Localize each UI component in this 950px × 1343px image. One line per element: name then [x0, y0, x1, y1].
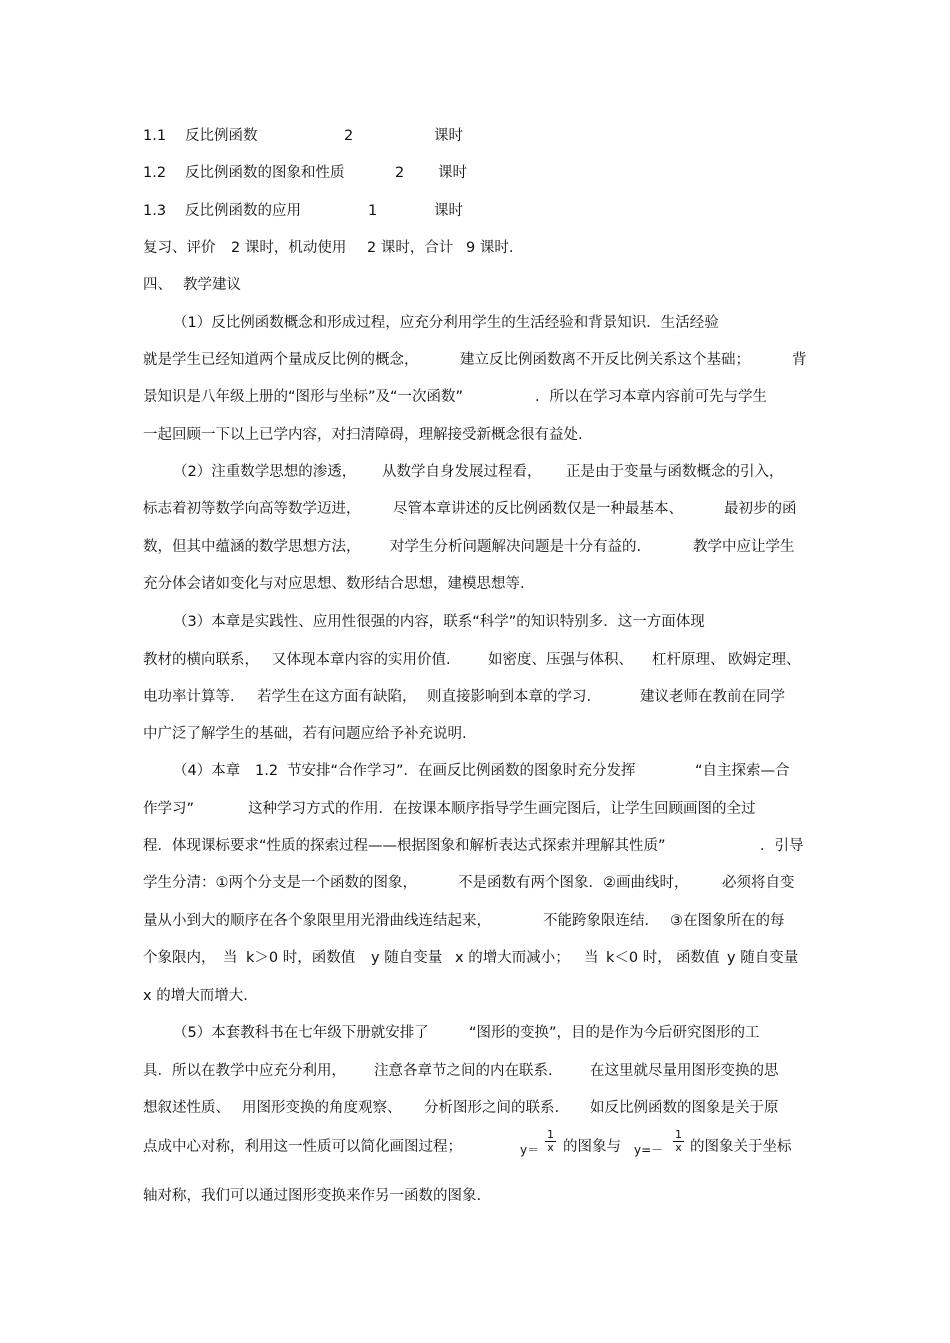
hours-count: 1 [368, 203, 378, 219]
text-run: 建议老师在教前在同学 [640, 689, 785, 705]
text-run: 就是学生已经知道两个量成反比例的概念， [143, 352, 419, 368]
text-run: “自主探索—合 [695, 763, 790, 779]
summary-text: 复习、评价 [143, 240, 216, 256]
text-run: 用图形变换的角度观察、 [242, 1100, 402, 1116]
text-run: 当 [584, 950, 599, 966]
text-run: 标志着初等数学向高等数学迈进， [143, 501, 361, 517]
paragraph-5-line-4 [0, 1128, 950, 1167]
paragraph-5-line-5 [0, 1186, 950, 1216]
text-run: 教学中应让学生 [693, 539, 795, 555]
fraction-one-over-x [673, 1129, 684, 1154]
text-run: 中广泛了解学生的基础，若有问题应给予补充说明. [143, 726, 467, 742]
text-run: 如密度、压强与体积、 [488, 652, 633, 668]
text-run: 的图象关于坐标 [690, 1139, 792, 1155]
text-run: 尽管本章讲述的反比例函数仅是一种最基本、 [393, 501, 683, 517]
text-run: 电功率计算等. [143, 689, 235, 705]
paragraph-1-line-4 [0, 425, 950, 455]
text-run: x 的增大而减小； [455, 950, 570, 966]
schedule-row-1 [0, 126, 950, 156]
section-title: 反比例函数的应用 [185, 203, 301, 219]
text-run: 背 [792, 352, 807, 368]
text-run: ．引导 [760, 838, 804, 854]
text-run: 正是由于变量与函数概念的引入， [566, 464, 784, 480]
text-run: 这种学习方式的作用．在按课本顺序指导学生画完图后，让学生回顾画图的全过 [248, 801, 756, 817]
paragraph-1-line-2 [0, 350, 950, 380]
text-run: 程．体现课标要求“性质的探索过程——根据图象和解析表达式探索并理解其性质” [143, 838, 666, 854]
text-run: （5）本套教科书在七年级下册就安排了 [173, 1025, 429, 1041]
section-number: 1.3 [143, 203, 167, 219]
text-run: 节安排“合作学习”．在画反比例函数的图象时充分发挥 [287, 763, 636, 779]
hours-count: 2 [344, 128, 354, 144]
paragraph-1-line-1 [0, 313, 950, 343]
text-run: k＞0 时，函数值 [246, 950, 356, 966]
text-run: 数，但其中蕴涵的数学思想方法， [143, 539, 361, 555]
summary-text: 9 课时. [466, 240, 514, 256]
text-run: 景知识是八年级上册的“图形与坐标”及“一次函数” [143, 389, 464, 405]
text-run: 如反比例函数的图象是关于原 [590, 1100, 779, 1116]
formula-y-equals: y＝ [520, 1143, 540, 1157]
schedule-row-3 [0, 201, 950, 231]
text-run: ．所以在学习本章内容前可先与学生 [535, 389, 767, 405]
summary-text: 2 课时，机动使用 [231, 240, 347, 256]
section-title: 反比例函数的图象和性质 [185, 165, 345, 181]
paragraph-4-line-7 [0, 986, 950, 1016]
text-run: 杠杆原理、 [652, 652, 725, 668]
paragraph-3-line-4 [0, 724, 950, 754]
summary-line [0, 238, 950, 268]
text-run: 建立反比例函数离不开反比例关系这个基础； [460, 352, 750, 368]
text-run: 教材的横向联系， [143, 652, 259, 668]
text-run: 则直接影响到本章的学习. [427, 689, 592, 705]
section-number: 1.1 [143, 128, 167, 144]
text-run: （3）本章是实践性、应用性很强的内容，联系“科学”的知识特别多．这一方面体现 [173, 614, 705, 630]
paragraph-2-line-1 [0, 462, 950, 492]
text-run: 点成中心对称，利用这一性质可以简化画图过程； [143, 1139, 462, 1155]
paragraph-5-line-1 [0, 1023, 950, 1053]
paragraph-3-line-2 [0, 650, 950, 680]
text-run: 学生分清：①两个分支是一个函数的图象， [143, 875, 417, 891]
text-run: （2）注重数学思想的渗透， [173, 464, 357, 480]
section-heading-number: 四、 [143, 277, 172, 293]
paragraph-5-line-2 [0, 1061, 950, 1091]
text-run: 注意各章节之间的内在联系. [374, 1063, 553, 1079]
text-run: 又体现本章内容的实用价值. [272, 652, 451, 668]
text-run: ③在图象所在的每 [670, 913, 785, 929]
paragraph-5-line-3 [0, 1098, 950, 1128]
hours-unit: 课时 [434, 128, 463, 144]
text-run: 量从小到大的顺序在各个象限里用光滑曲线连结起来， [143, 913, 491, 929]
schedule-row-2 [0, 163, 950, 193]
text-run: 在这里就尽量用图形变换的思 [590, 1063, 779, 1079]
fraction-numerator: 1 [547, 1128, 554, 1141]
section-heading [0, 275, 950, 305]
paragraph-2-line-3 [0, 537, 950, 567]
paragraph-4-line-6 [0, 948, 950, 978]
paragraph-3-line-3 [0, 687, 950, 717]
section-title: 反比例函数 [185, 128, 258, 144]
text-run: 必须将自变 [722, 875, 795, 891]
fraction-denominator: x [675, 1141, 682, 1154]
text-run: 作学习” [143, 801, 195, 817]
paragraph-1-line-3 [0, 387, 950, 417]
text-run: 从数学自身发展过程看， [382, 464, 542, 480]
paragraph-4-line-2 [0, 799, 950, 829]
text-run: （1）反比例函数概念和形成过程，应充分利用学生的生活经验和背景知识．生活经验 [173, 315, 719, 331]
section-heading-title: 教学建议 [183, 277, 241, 293]
text-run: 不能跨象限连结． [543, 913, 659, 929]
formula-y-equals-negative: y=－ [634, 1143, 664, 1157]
text-run: x 的增大而增大. [143, 988, 248, 1004]
summary-text: 2 课时，合计 [367, 240, 454, 256]
paragraph-4-line-4 [0, 873, 950, 903]
hours-unit: 课时 [438, 165, 467, 181]
text-run: 对学生分析问题解决问题是十分有益的. [390, 539, 642, 555]
text-run: 最初步的函 [724, 501, 797, 517]
text-run: k＜0 时， [606, 950, 672, 966]
hours-unit: 课时 [434, 203, 463, 219]
paragraph-3-line-1 [0, 612, 950, 642]
text-run: 轴对称，我们可以通过图形变换来作另一函数的图象. [143, 1188, 482, 1204]
fraction-one-over-x [545, 1129, 556, 1154]
text-run: 想叙述性质、 [143, 1100, 230, 1116]
text-run: 当 [223, 950, 238, 966]
text-run: 分析图形之间的联系. [424, 1100, 560, 1116]
paragraph-4-line-1 [0, 761, 950, 791]
text-run: “图形的变换”，目的是作为今后研究图形的工 [469, 1025, 760, 1041]
paragraph-2-line-4 [0, 574, 950, 604]
fraction-denominator: x [547, 1141, 554, 1154]
hours-count: 2 [395, 165, 405, 181]
paragraph-2-line-2 [0, 499, 950, 529]
text-run: 一起回顾一下以上已学内容，对扫清障碍，理解接受新概念很有益处. [143, 427, 583, 443]
text-run: 若学生在这方面有缺陷， [257, 689, 417, 705]
text-run: 具．所以在教学中应充分利用， [143, 1063, 346, 1079]
paragraph-4-line-3 [0, 836, 950, 866]
text-run: y 随自变量 [371, 950, 443, 966]
text-run: 充分体会诸如变化与对应思想、数形结合思想，建模思想等. [143, 576, 525, 592]
text-run: （4）本章 [173, 763, 241, 779]
text-run: 欧姆定理、 [728, 652, 801, 668]
text-run: 个象限内， [143, 950, 216, 966]
fraction-numerator: 1 [675, 1128, 682, 1141]
text-run: 1.2 [255, 763, 279, 779]
paragraph-4-line-5 [0, 911, 950, 941]
text-run: y 随自变量 [727, 950, 799, 966]
text-run: 的图象与 [563, 1139, 621, 1155]
section-number: 1.2 [143, 165, 167, 181]
text-run: 不是函数有两个图象．②画曲线时， [458, 875, 689, 891]
text-run: 函数值 [676, 950, 720, 966]
